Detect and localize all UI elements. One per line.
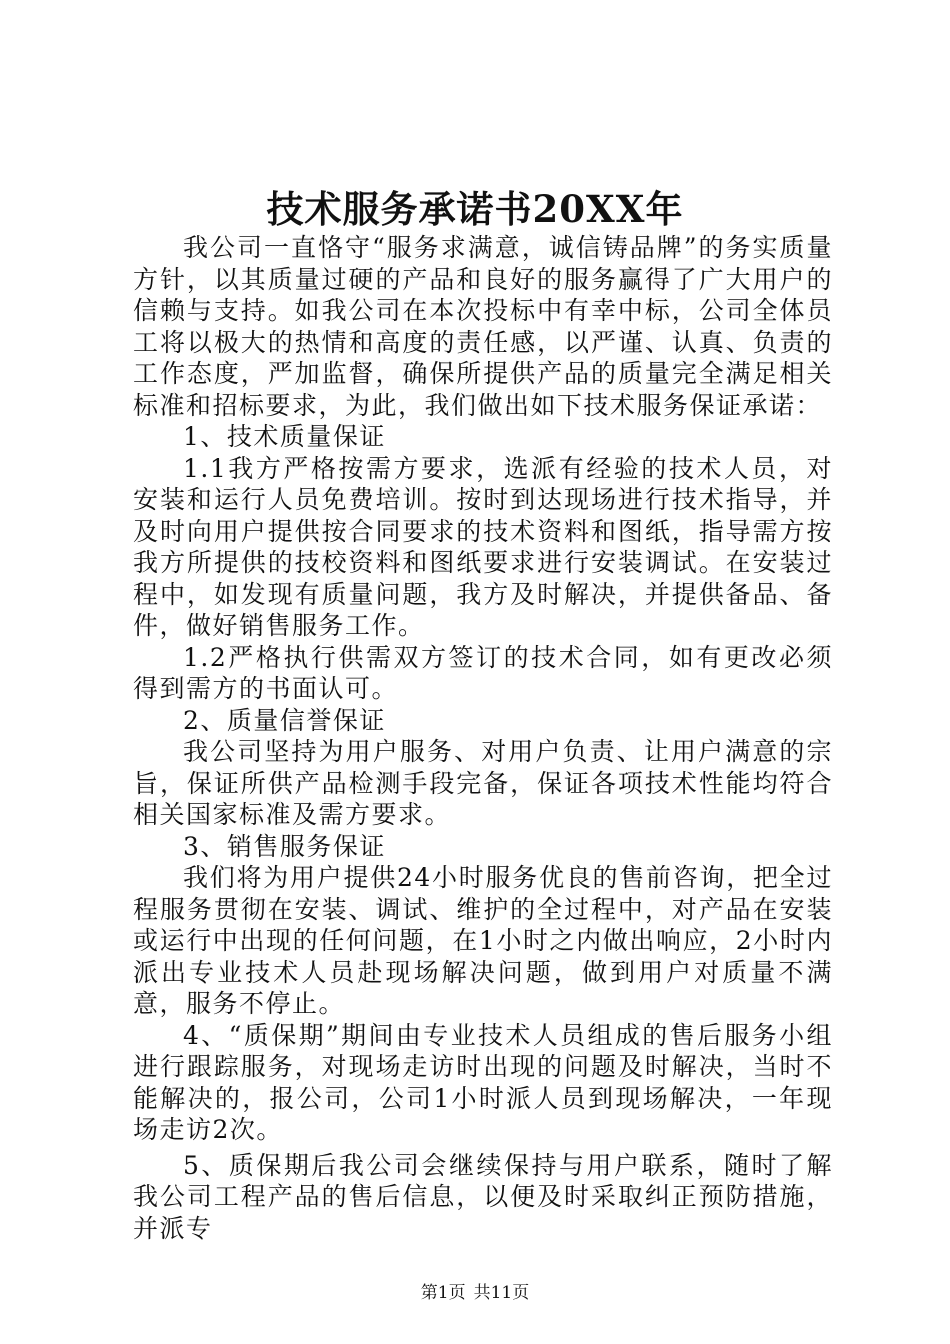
clause-1-2-paragraph: 1.2严格执行供需双方签订的技术合同，如有更改必须得到需方的书面认可。 (133, 642, 833, 703)
section-heading-sales-service: 3、销售服务保证 (183, 831, 386, 861)
quality-reputation-paragraph: 我公司坚持为用户服务、对用户负责、让用户满意的宗旨，保证所供产品检测手段完备，保证各项技术性能均符合相关国家标准及需方要求。 (133, 737, 833, 829)
section-heading-quality-reputation: 2、质量信誉保证 (183, 705, 386, 735)
post-warranty-paragraph: 5、质保期后我公司会继续保持与用户联系，随时了解我公司工程产品的售后信息，以便及时采取纠正预防措施，并派专 (133, 1150, 833, 1243)
clause-1-1-paragraph: 1.1我方严格按需方要求，选派有经验的技术人员，对安装和运行人员免费培训。按时到达现场进行技术指导，并及时向用户提供按合同要求的技术资料和图纸，指导需方按我方所提供的技校资料和图纸要求进行安装调试。在安装过程中，如发现有质量问题，我方及时解决，并提供备品、备件，做好销售服务工作。 (133, 453, 833, 640)
page-total: 共11页 (473, 1283, 530, 1303)
section-heading-technical-quality: 1、技术质量保证 (183, 422, 386, 451)
page-number: 第1页 (420, 1283, 466, 1303)
sales-service-paragraph: 我们将为用户提供24小时服务优良的售前咨询，把全过程服务贯彻在安装、调试、维护的全过程中，对产品在安装或运行中出现的任何问题，在1小时之内做出响应，2小时内派出专业技术人员赴现场解决问题，做到用户对质量不满意，服务不停止。 (133, 863, 833, 1018)
page-footer (0, 1282, 950, 1304)
document-body (133, 232, 833, 1244)
intro-paragraph: 我公司一直恪守“服务求满意，诚信铸品牌”的务实质量方针，以其质量过硬的产品和良好的服务赢得了广大用户的信赖与支持。如我公司在本次投标中有幸中标，公司全体员工将以极大的热情和高度的责任感，以严谨、认真、负责的工作态度，严加监督，确保所提供产品的质量完全满足相关标准和招标要求，为此，我们做出如下技术服务保证承诺： (133, 233, 833, 420)
warranty-period-paragraph: 4、“质保期”期间由专业技术人员组成的售后服务小组进行跟踪服务，对现场走访时出现的问题及时解决，当时不能解决的，报公司，公司1小时派人员到现场解决，一年现场走访2次。 (133, 1020, 833, 1144)
document-title: 技术服务承诺书20XX年 (266, 187, 684, 231)
